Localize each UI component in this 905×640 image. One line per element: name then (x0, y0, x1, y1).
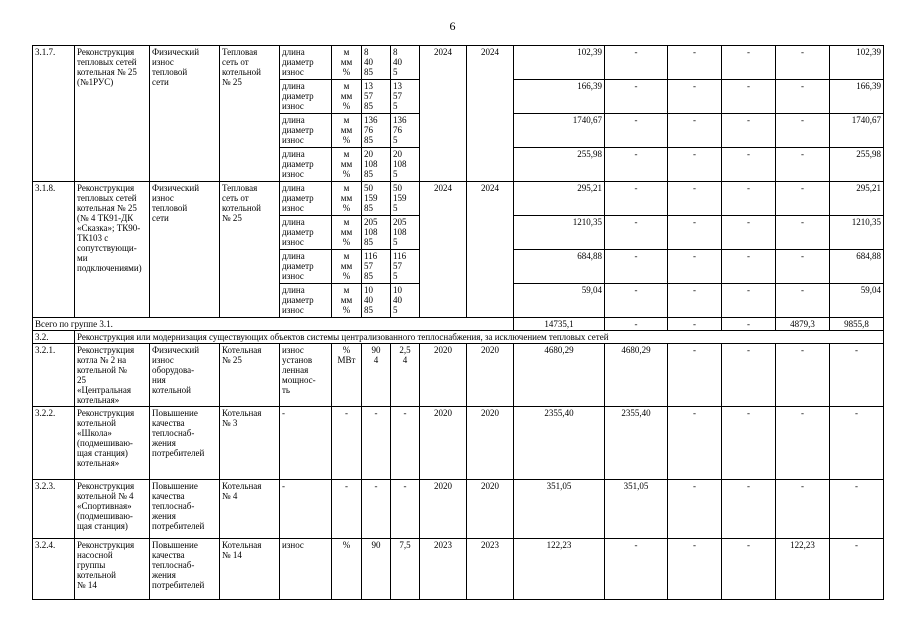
cost-year-5: 1210,35 (830, 216, 884, 250)
table-row (33, 182, 884, 216)
project-name: Реконструкция котла № 2 на котельной № 25 «Центральная котельная» (75, 344, 150, 407)
cost-year-4: - (776, 344, 830, 407)
cost-year-1: - (605, 182, 668, 216)
value-before: - (362, 480, 391, 539)
year-end: 2020 (467, 344, 514, 407)
value-after: 50 159 5 (391, 182, 420, 216)
total-cost: 14735,1 (514, 318, 605, 331)
cost-year-5: 59,04 (830, 284, 884, 318)
total-cost: 166,39 (514, 80, 605, 114)
reason: Физический износ тепловой сети (150, 182, 220, 318)
unit: - (332, 407, 362, 480)
total-cost: 1210,35 (514, 216, 605, 250)
project-name: Реконструкция тепловых сетей котельная № 25 (№1РУС) (75, 46, 150, 182)
value-before: 116 57 85 (362, 250, 391, 284)
unit: м мм % (332, 216, 362, 250)
cost-year-4: - (776, 46, 830, 80)
cost-year-5: 102,39 (830, 46, 884, 80)
row-number: 3.2.1. (33, 344, 75, 407)
project-name: Реконструкция котельной «Школа» (подмешиваю- щая станция) котельная» (75, 407, 150, 480)
year-end: 2020 (467, 480, 514, 539)
row-number: 3.1.7. (33, 46, 75, 182)
object: Котельная № 4 (220, 480, 280, 539)
value-after: 10 40 5 (391, 284, 420, 318)
reason: Повышение качества теплоснаб- жения потребителей (150, 539, 220, 600)
cost-year-1: - (605, 80, 668, 114)
unit: м мм % (332, 114, 362, 148)
year-start: 2020 (420, 344, 467, 407)
cost-year-3: - (722, 114, 776, 148)
cost-year-4: - (776, 480, 830, 539)
parameter: длина диаметр износ (280, 216, 332, 250)
total-cost: 351,05 (514, 480, 605, 539)
year-start: 2020 (420, 480, 467, 539)
cost-year-3: - (722, 407, 776, 480)
value-after: 13 57 5 (391, 80, 420, 114)
reason: Повышение качества теплоснаб- жения потребителей (150, 407, 220, 480)
unit: м мм % (332, 250, 362, 284)
page-number: 6 (449, 19, 456, 33)
project-name: Реконструкция котельной № 4 «Спортивная» (подмешиваю- щая станция) (75, 480, 150, 539)
cost-year-2: - (668, 480, 722, 539)
value-after: 116 57 5 (391, 250, 420, 284)
project-name: Реконструкция насосной группы котельной № 14 (75, 539, 150, 600)
year-start: 2020 (420, 407, 467, 480)
cost-year-3: - (722, 344, 776, 407)
cost-year-4: - (776, 148, 830, 182)
value-after: 20 108 5 (391, 148, 420, 182)
cost-year-5: 166,39 (830, 80, 884, 114)
year-start: 2024 (420, 182, 467, 318)
table-row (33, 539, 884, 600)
year-end: 2023 (467, 539, 514, 600)
parameter: длина диаметр износ (280, 46, 332, 80)
total-cost: 295,21 (514, 182, 605, 216)
parameter: износ установ ленная мощнос- ть (280, 344, 332, 407)
year-end: 2024 (467, 182, 514, 318)
value-before: - (362, 407, 391, 480)
cost-year-1: 4680,29 (605, 344, 668, 407)
cost-year-1: - (605, 46, 668, 80)
total-label: Всего по группе 3.1. (33, 318, 514, 331)
cost-year-2: - (668, 344, 722, 407)
unit: % МВт (332, 344, 362, 407)
value-before: 136 76 85 (362, 114, 391, 148)
cost-year-1: - (605, 216, 668, 250)
table-row (33, 46, 884, 80)
value-before: 8 40 85 (362, 46, 391, 80)
unit: м мм % (332, 182, 362, 216)
cost-year-2: - (668, 148, 722, 182)
row-number: 3.2.4. (33, 539, 75, 600)
cost-year-5: 9855,8 (830, 318, 884, 331)
investment-table (32, 45, 884, 600)
cost-year-4: - (776, 407, 830, 480)
cost-year-4: - (776, 182, 830, 216)
value-after: - (391, 407, 420, 480)
cost-year-5: 295,21 (830, 182, 884, 216)
unit: % (332, 539, 362, 600)
parameter: длина диаметр износ (280, 148, 332, 182)
unit: - (332, 480, 362, 539)
object: Тепловая сеть от котельной № 25 (220, 182, 280, 318)
cost-year-4: 4879,3 (776, 318, 830, 331)
value-before: 20 108 85 (362, 148, 391, 182)
year-start: 2024 (420, 46, 467, 182)
total-row (33, 318, 884, 331)
object: Котельная № 3 (220, 407, 280, 480)
object: Котельная № 14 (220, 539, 280, 600)
cost-year-4: - (776, 284, 830, 318)
cost-year-2: - (668, 318, 722, 331)
cost-year-5: 255,98 (830, 148, 884, 182)
cost-year-4: - (776, 80, 830, 114)
cost-year-1: - (605, 284, 668, 318)
year-end: 2020 (467, 407, 514, 480)
cost-year-1: 2355,40 (605, 407, 668, 480)
project-name: Реконструкция тепловых сетей котельная № 25 (№ 4 ТК91-ДК «Сказка»; ТК90- ТК103 с сопутствующи- ми подключениями) (75, 182, 150, 318)
reason: Физический износ оборудова- ния котельной (150, 344, 220, 407)
cost-year-3: - (722, 250, 776, 284)
cost-year-2: - (668, 284, 722, 318)
total-cost: 1740,67 (514, 114, 605, 148)
cost-year-1: - (605, 114, 668, 148)
cost-year-4: 122,23 (776, 539, 830, 600)
cost-year-5: 1740,67 (830, 114, 884, 148)
parameter: длина диаметр износ (280, 114, 332, 148)
table-body (33, 46, 884, 600)
value-after: 136 76 5 (391, 114, 420, 148)
cost-year-3: - (722, 480, 776, 539)
section-row (33, 331, 884, 344)
total-cost: 122,23 (514, 539, 605, 600)
cost-year-1: - (605, 148, 668, 182)
cost-year-2: - (668, 114, 722, 148)
table-row (33, 407, 884, 480)
cost-year-2: - (668, 216, 722, 250)
unit: м мм % (332, 284, 362, 318)
reason: Физический износ тепловой сети (150, 46, 220, 182)
parameter: износ (280, 539, 332, 600)
cost-year-2: - (668, 250, 722, 284)
cost-year-3: - (722, 80, 776, 114)
cost-year-2: - (668, 80, 722, 114)
section-number: 3.2. (33, 331, 75, 344)
cost-year-4: - (776, 250, 830, 284)
value-before: 90 4 (362, 344, 391, 407)
cost-year-2: - (668, 407, 722, 480)
reason: Повышение качества теплоснаб- жения потребителей (150, 480, 220, 539)
cost-year-2: - (668, 182, 722, 216)
value-before: 205 108 85 (362, 216, 391, 250)
value-before: 50 159 85 (362, 182, 391, 216)
value-after: 205 108 5 (391, 216, 420, 250)
section-title: Реконструкция или модернизация существующих объектов системы централизованного теплоснабжения, за исключением тепловых сетей (75, 331, 884, 344)
total-cost: 102,39 (514, 46, 605, 80)
cost-year-5: 684,88 (830, 250, 884, 284)
cost-year-1: - (605, 539, 668, 600)
cost-year-2: - (668, 46, 722, 80)
value-before: 90 (362, 539, 391, 600)
row-number: 3.1.8. (33, 182, 75, 318)
cost-year-1: - (605, 318, 668, 331)
parameter: - (280, 480, 332, 539)
cost-year-5: - (830, 539, 884, 600)
cost-year-3: - (722, 539, 776, 600)
cost-year-5: - (830, 344, 884, 407)
total-cost: 684,88 (514, 250, 605, 284)
parameter: длина диаметр износ (280, 250, 332, 284)
cost-year-3: - (722, 216, 776, 250)
cost-year-3: - (722, 182, 776, 216)
value-before: 13 57 85 (362, 80, 391, 114)
parameter: - (280, 407, 332, 480)
object: Тепловая сеть от котельной № 25 (220, 46, 280, 182)
unit: м мм % (332, 148, 362, 182)
total-cost: 2355,40 (514, 407, 605, 480)
unit: м мм % (332, 80, 362, 114)
cost-year-3: - (722, 46, 776, 80)
total-cost: 255,98 (514, 148, 605, 182)
year-end: 2024 (467, 46, 514, 182)
parameter: длина диаметр износ (280, 80, 332, 114)
value-before: 10 40 85 (362, 284, 391, 318)
cost-year-2: - (668, 539, 722, 600)
cost-year-1: - (605, 250, 668, 284)
parameter: длина диаметр износ (280, 182, 332, 216)
cost-year-5: - (830, 480, 884, 539)
cost-year-4: - (776, 216, 830, 250)
parameter: длина диаметр износ (280, 284, 332, 318)
row-number: 3.2.2. (33, 407, 75, 480)
cost-year-3: - (722, 284, 776, 318)
value-after: - (391, 480, 420, 539)
table-row (33, 344, 884, 407)
total-cost: 4680,29 (514, 344, 605, 407)
value-after: 8 40 5 (391, 46, 420, 80)
total-cost: 59,04 (514, 284, 605, 318)
unit: м мм % (332, 46, 362, 80)
object: Котельная № 25 (220, 344, 280, 407)
year-start: 2023 (420, 539, 467, 600)
cost-year-1: 351,05 (605, 480, 668, 539)
cost-year-3: - (722, 318, 776, 331)
cost-year-4: - (776, 114, 830, 148)
cost-year-5: - (830, 407, 884, 480)
table-row (33, 480, 884, 539)
value-after: 2,5 4 (391, 344, 420, 407)
cost-year-3: - (722, 148, 776, 182)
row-number: 3.2.3. (33, 480, 75, 539)
value-after: 7,5 (391, 539, 420, 600)
